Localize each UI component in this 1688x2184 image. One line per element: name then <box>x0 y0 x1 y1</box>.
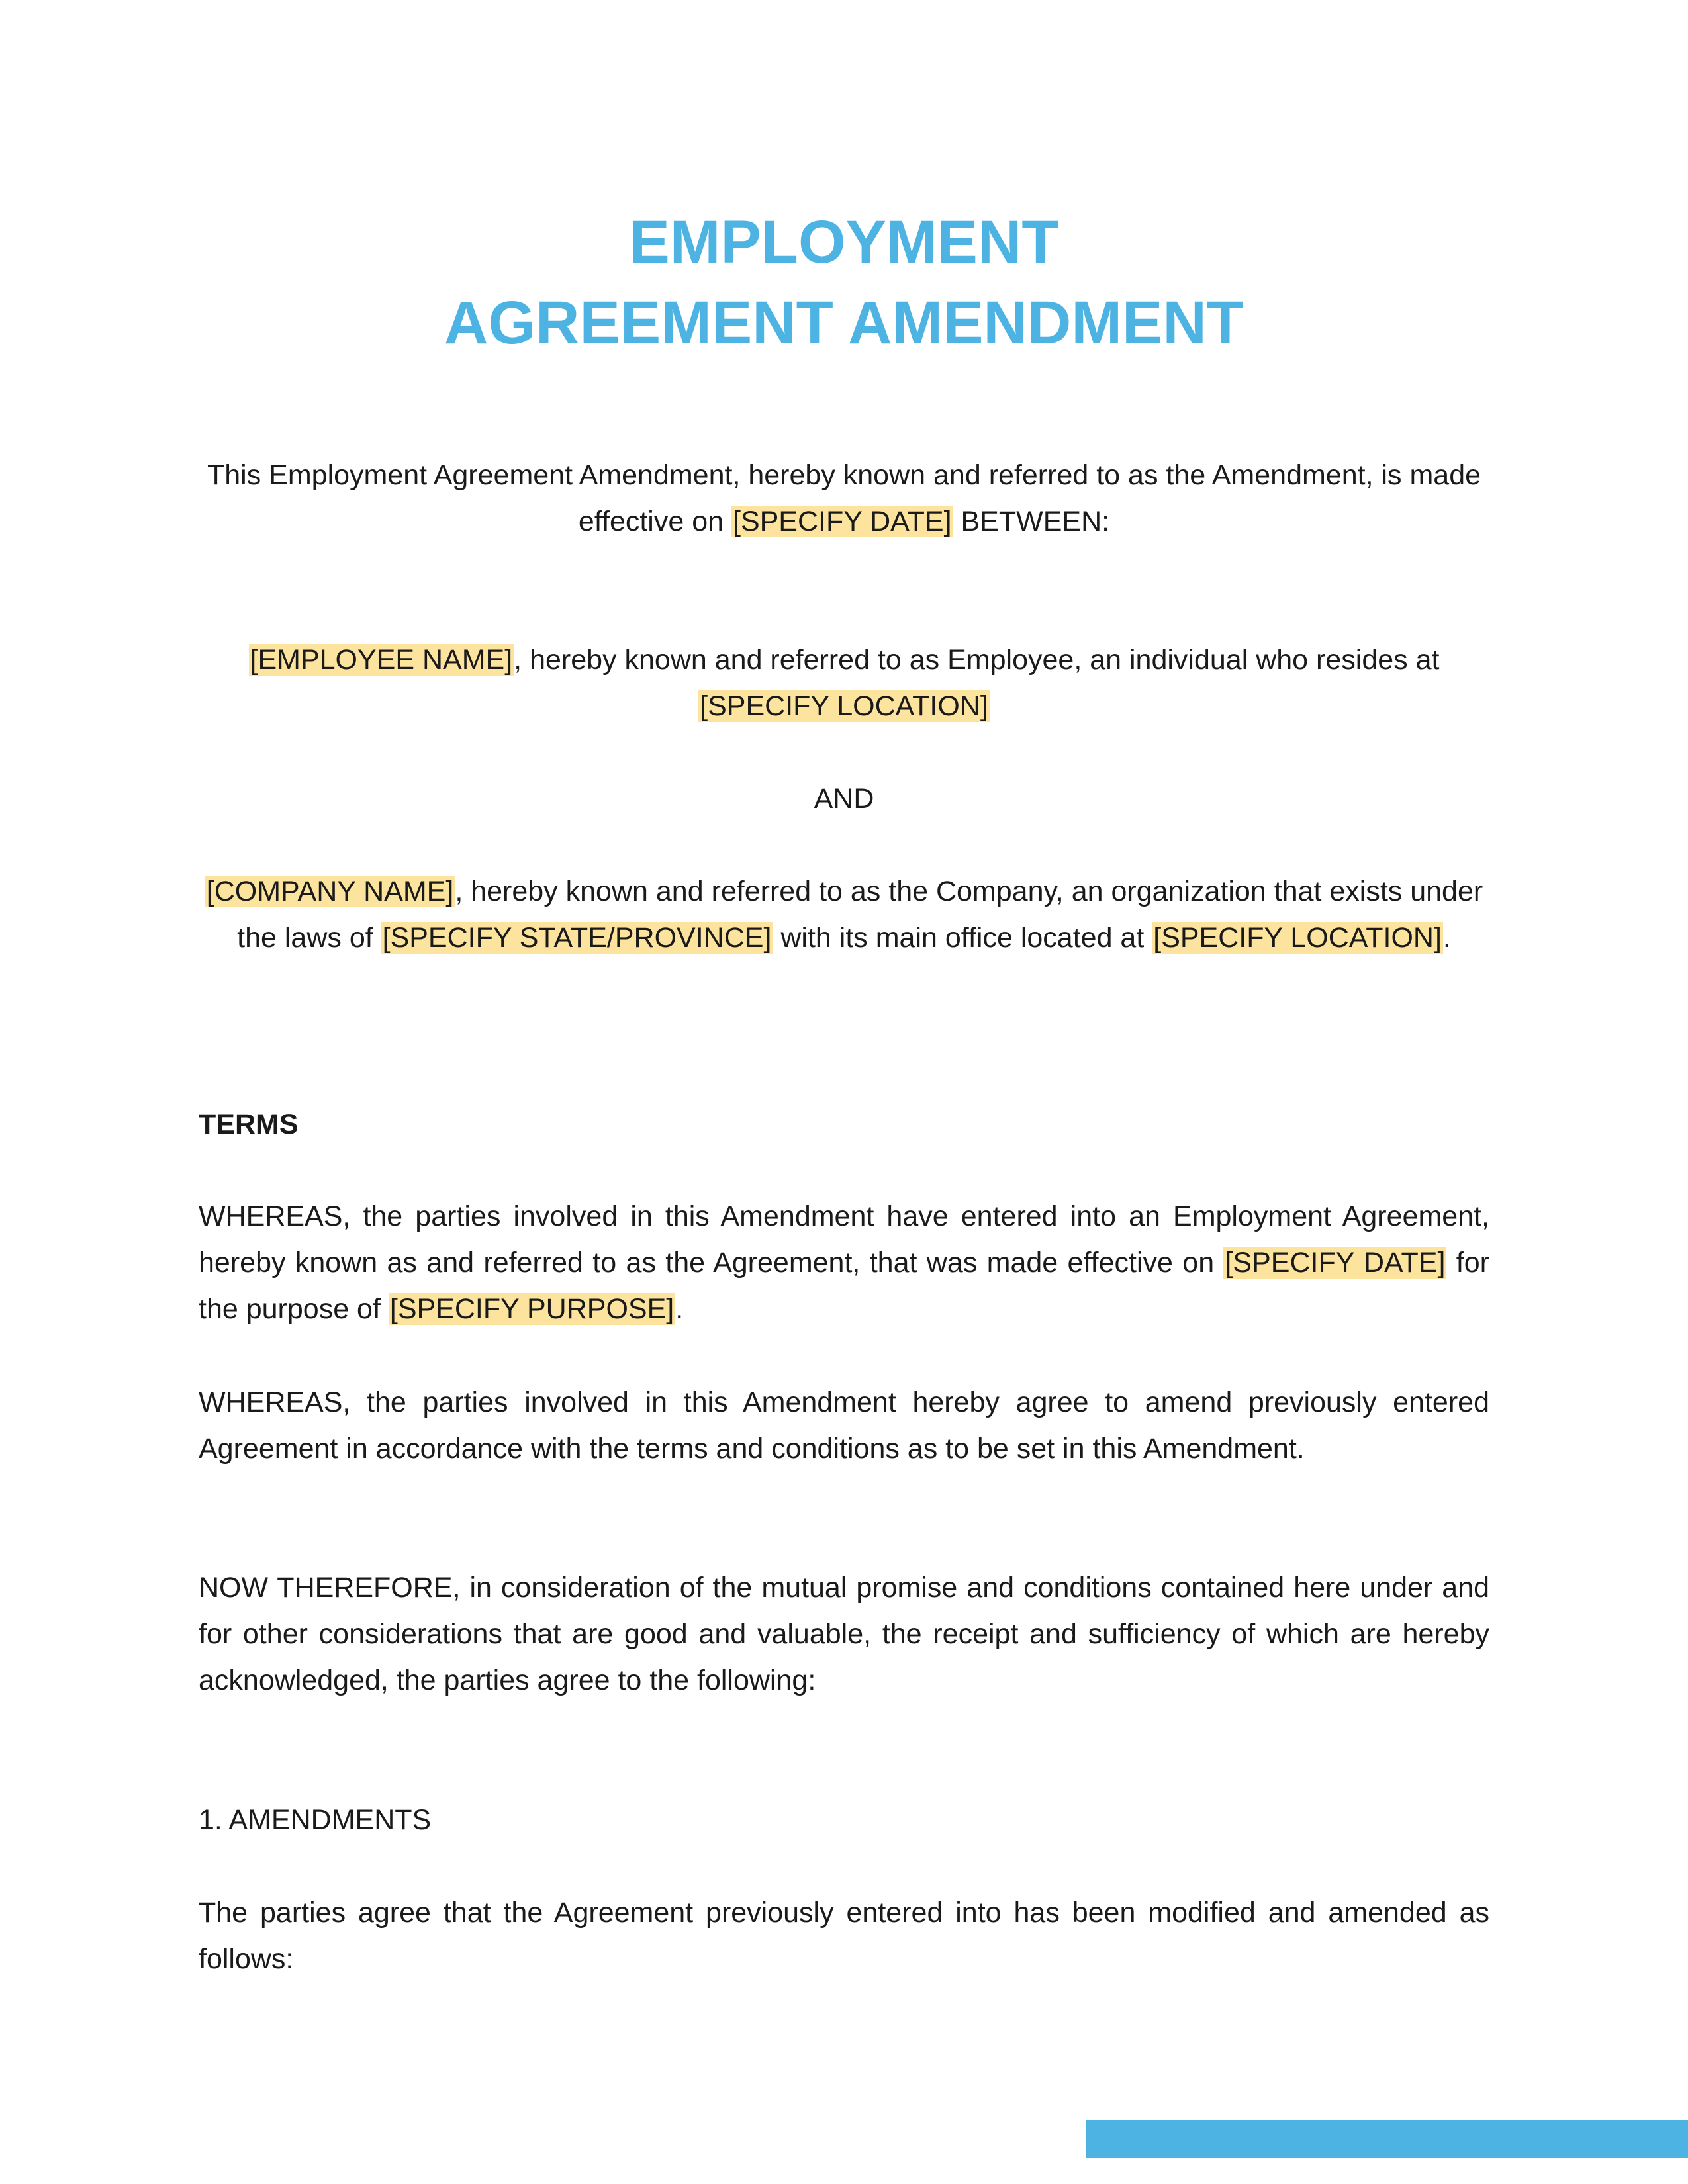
title-line-2: AGREEMENT AMENDMENT <box>444 289 1244 357</box>
company-paragraph <box>199 868 1489 961</box>
document-title <box>0 202 1688 363</box>
employee-paragraph <box>199 637 1489 729</box>
intro-text: This Employment Agreement Amendment, hereby known and referred to as the Amendment, is made effective on <box>207 459 1481 537</box>
intro-paragraph <box>199 452 1489 545</box>
footer-accent-bar <box>1086 2120 1688 2158</box>
and-separator: AND <box>814 783 874 815</box>
company-text-a: , hereby known and referred to as the Company, an organization that exists under the laws of <box>237 876 1483 954</box>
whereas1-text-c: . <box>675 1293 684 1325</box>
company-text-c: . <box>1442 922 1451 954</box>
title-line-1: EMPLOYMENT <box>629 208 1059 276</box>
employee-location-placeholder: [SPECIFY LOCATION] <box>700 690 988 722</box>
now-therefore-paragraph: NOW THEREFORE, in consideration of the mutual promise and conditions contained here under and for other considerations that are good and valuable, the receipt and sufficiency of which are hereby acknowledged, the parties agree to the following: <box>199 1572 1489 1696</box>
company-state-placeholder: [SPECIFY STATE/PROVINCE] <box>382 922 772 954</box>
intro-between-text: BETWEEN: <box>953 506 1110 537</box>
purpose-placeholder: [SPECIFY PURPOSE] <box>389 1293 675 1325</box>
employee-text: , hereby known and referred to as Employee, an individual who resides at <box>514 644 1440 676</box>
agreement-date-placeholder: [SPECIFY DATE] <box>1225 1247 1446 1279</box>
whereas1-text-a: WHEREAS, the parties involved in this Amendment have entered into an Employment Agreement, hereby known as and referred to as the Agreement, that was made effective on <box>199 1201 1489 1279</box>
company-location-placeholder: [SPECIFY LOCATION] <box>1153 922 1442 954</box>
terms-heading: TERMS <box>199 1109 299 1140</box>
whereas-paragraph-1 <box>199 1193 1489 1332</box>
employee-name-placeholder: [EMPLOYEE NAME] <box>250 644 513 676</box>
effective-date-placeholder: [SPECIFY DATE] <box>733 506 952 537</box>
section-1-heading: 1. AMENDMENTS <box>199 1804 432 1836</box>
whereas-paragraph-2: WHEREAS, the parties involved in this Amendment hereby agree to amend previously entered Agreement in accordance with the terms and conditions as to be set in this Amendment. <box>199 1387 1489 1465</box>
company-text-b: with its main office located at <box>773 922 1152 954</box>
whereas1-text-b: for the purpose of <box>199 1247 1489 1325</box>
section-1-text: The parties agree that the Agreement previously entered into has been modified and amended as follows: <box>199 1897 1489 1975</box>
company-name-placeholder: [COMPANY NAME] <box>206 876 454 907</box>
